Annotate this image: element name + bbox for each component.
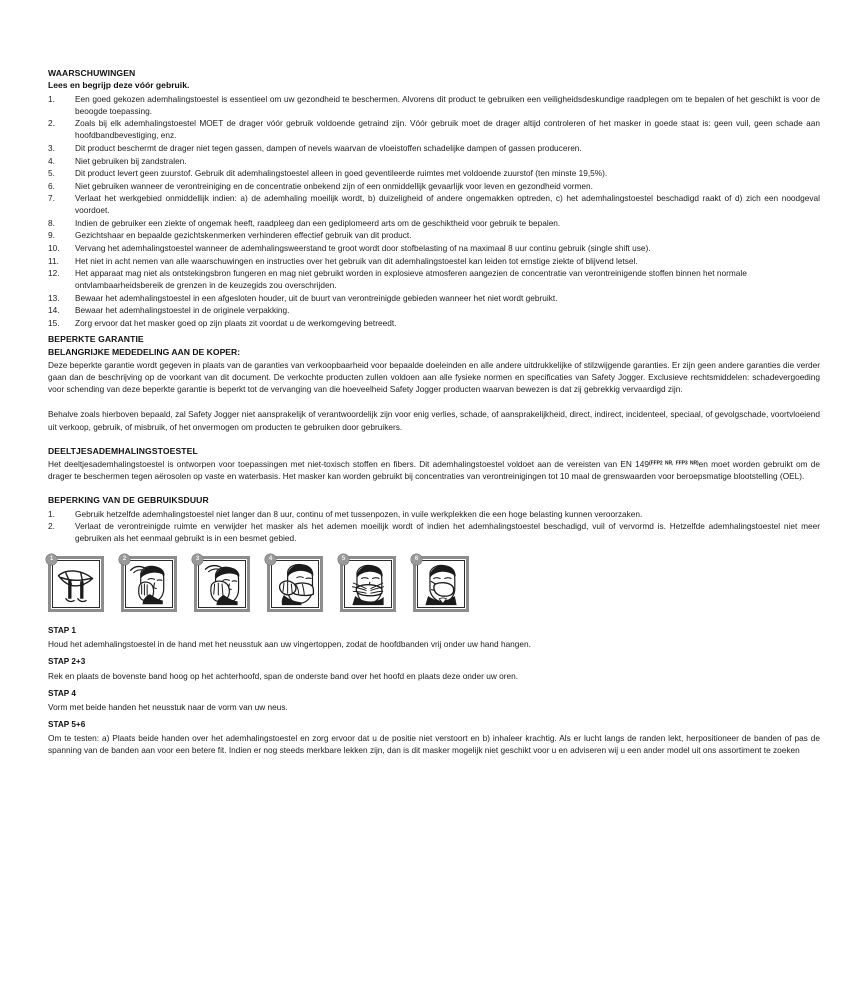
panel-number-badge: 2 [119, 554, 130, 565]
step-text: Om te testen: a) Plaats beide handen over het ademhalingstoestel en zorg ervoor dat u de positie niet verstoort en b) inhaleer krachtig. Als er lucht langs de randen lekt, herpositioneer de banden of pas de spanning van de banden aan voor een betere fit. Indien er nog steeds merkbare lekken zijn, dan is dit masker mogelijk niet geschikt voor u en adviseren wij u een ander model uit ons assortiment te zoeken [48, 733, 820, 756]
list-item [48, 508, 820, 520]
panel-number-badge: 6 [411, 554, 422, 565]
list-item-number: 13. [48, 292, 60, 303]
list-item-number: 10. [48, 242, 60, 253]
warranty-section [48, 334, 820, 432]
illustration-panel-6 [413, 556, 469, 612]
list-item-text: Bewaar het ademhalingstoestel in een afgesloten houder, uit de buurt van verontreinigde gebieden wanneer het niet wordt gebruikt. [75, 292, 558, 303]
warnings-list [48, 93, 820, 329]
list-item-text: Niet gebruiken bij zandstralen. [75, 155, 187, 166]
list-item [48, 229, 820, 241]
step-text: Vorm met beide handen het neusstuk naar de vorm van uw neus. [48, 701, 288, 712]
warranty-paragraph-1: Deze beperkte garantie wordt gegeven in plaats van de garanties van verkoopbaarheid voor bepaalde doeleinden en alle andere uitdrukkelijke of stilzwijgende garanties. Er zijn geen andere garanties die verder gaan dan de beschrijving op de voorkant van dit document. De verkochte producten zullen voldoen aan alle fysieke normen en specificaties van Safety Jogger. Exclusieve rechtsmiddelen: schadevergoeding voor schending van deze beperkte garantie is beperkt tot de vervanging van die hoeveelheid Safety Jogger producten waarvan bewezen is dat zij gebrekkig vervaardigd zijn. [48, 360, 820, 395]
list-item [48, 242, 820, 254]
usage-limits-section [48, 495, 820, 544]
fit-check-icon [344, 560, 392, 608]
step-heading: STAP 2+3 [48, 657, 86, 667]
warnings-section [48, 68, 820, 329]
list-item-number: 6. [48, 180, 55, 191]
particle-respirator-heading: DEELTJESADEMHALINGSTOESTEL [48, 445, 198, 456]
step-block [48, 689, 820, 713]
illustration-panel-4 [267, 556, 323, 612]
list-item [48, 317, 820, 329]
usage-limits-heading: BEPERKING VAN DE GEBRUIKSDUUR [48, 495, 209, 506]
list-item-text: Verlaat het werkgebied onmiddellijk indien: a) de ademhaling moeilijk wordt, b) duizeligheid of andere ongemakken optreden, c) het ademhalingstoestel beschadigd raakt of d) zich een noodgeval voordoet. [75, 193, 820, 216]
warnings-subheading: Lees en begrijp deze vóór gebruik. [48, 80, 190, 91]
warranty-paragraph-2: Behalve zoals hierboven bepaald, zal Safety Jogger niet aansprakelijk of verantwoordelijk zijn voor enig verlies, schade, of aansprakelijkheid, direct, indirect, incidenteel, speciaal, of gevolgschade, voortvloeiend uit verkoop, gebruik, of misbruik, of het onvermogen om producten te gebruiken door gebruikers. [48, 409, 820, 432]
usage-limits-list [48, 508, 820, 545]
list-item-number: 1. [48, 93, 55, 104]
panel-number-badge: 4 [265, 554, 276, 565]
list-item [48, 142, 820, 154]
particle-respirator-section [48, 446, 820, 483]
list-item-text: Indien de gebruiker een ziekte of ongemak heeft, raadpleeg dan een gediplomeerd arts om de geschiktheid voor gebruik te bepalen. [75, 217, 561, 228]
list-item-text: Bewaar het ademhalingstoestel in de originele verpakking. [75, 305, 290, 316]
panel-number-badge: 5 [338, 554, 349, 565]
list-item-number: 2. [48, 521, 55, 532]
step-heading: STAP 4 [48, 688, 76, 698]
illustration-panel-5 [340, 556, 396, 612]
warranty-subheading: BELANGRIJKE MEDEDELING AAN DE KOPER: [48, 346, 241, 357]
panel-number-badge: 1 [46, 554, 57, 565]
list-item-number: 8. [48, 217, 55, 228]
particle-respirator-text-after: en moet worden gebruikt om de drager te beschermen tegen aërosolen op vaste en waterbasis. Het masker kan worden gebruikt bij concentraties van verontreinigingen tot 10 maal de grenswaarden voor beroepsmatige blootstelling (OEL). [48, 458, 820, 482]
step-heading: STAP 1 [48, 626, 76, 636]
list-item-number: 5. [48, 168, 55, 179]
standard-superscript: (FFP2 NR, FFP3 NR) [648, 460, 699, 467]
list-item-text: Het niet in acht nemen van alle waarschuwingen en instructies over het gebruik van dit ademhalingstoestel kan leiden tot ernstige ziekte of blijvend letsel. [75, 255, 638, 266]
list-item-number: 7. [48, 193, 55, 204]
step-text: Rek en plaats de bovenste band hoog op het achterhoofd, span de onderste band over het hoofd en plaats deze onder uw oren. [48, 670, 519, 681]
list-item-text: Verlaat de verontreinigde ruimte en verwijder het masker als het ademen moeilijk wordt of indien het ademhalingstoestel beschadigd, vuil of vervormd is. Hetzelfde ademhalingstoestel niet meer gebruiken als het eenmaal gebruikt is in een besmet gebied. [75, 521, 820, 544]
illustration-strip [48, 556, 820, 612]
list-item-number: 9. [48, 230, 55, 241]
list-item-text: Dit product levert geen zuurstof. Gebruik dit ademhalingstoestel alleen in goed geventileerde ruimtes met voldoende zuurstof (ten minste 19,5%). [75, 168, 608, 179]
list-item [48, 520, 820, 544]
list-item-text: Vervang het ademhalingstoestel wanneer de ademhalingsweerstand te groot wordt door stofbelasting of na maximaal 8 uur continu gebruik (single shift use). [75, 242, 651, 253]
list-item-text: Een goed gekozen ademhalingstoestel is essentieel om uw gezondheid te beschermen. Alvorens dit product te gebruiken een veiligheidsdeskundige raadplegen om te bepalen of het geschikt is voor de beoogde toepassing. [75, 93, 820, 116]
list-item-text: Gezichtshaar en bepaalde gezichtskenmerken verhinderen effectief gebruik van dit product. [75, 230, 412, 241]
list-item [48, 292, 820, 304]
particle-respirator-text-before: Het deeltjesademhalingstoestel is ontworpen voor toepassingen met niet-toxisch stoffen en fibers. Dit ademhalingstoestel voldoet aan de vereisten van EN 149 [48, 458, 649, 469]
list-item-number: 12. [48, 268, 60, 279]
list-item-text: Dit product beschermt de drager niet tegen gassen, dampen of nevels waarvan de vloeistoffen schadelijke dampen of gassen produceren. [75, 142, 582, 153]
illustration-panel-2 [121, 556, 177, 612]
list-item-number: 3. [48, 142, 55, 153]
steps-section [48, 626, 820, 756]
list-item [48, 255, 820, 267]
step-text: Houd het ademhalingstoestel in de hand met het neusstuk aan uw vingertoppen, zodat de hoofdbanden vrij onder uw hand hangen. [48, 639, 531, 650]
list-item-number: 11. [48, 255, 59, 266]
illustration-panel-3 [194, 556, 250, 612]
mask-fitted-icon [417, 560, 465, 608]
list-item [48, 217, 820, 229]
particle-respirator-paragraph [48, 458, 820, 482]
list-item [48, 304, 820, 316]
document-content [48, 68, 820, 757]
illustration-panel-1 [48, 556, 104, 612]
list-item-number: 1. [48, 508, 55, 519]
step-block [48, 626, 820, 650]
mask-in-hand-icon [52, 560, 100, 608]
list-item [48, 117, 820, 141]
list-item-number: 4. [48, 155, 55, 166]
list-item-number: 15. [48, 317, 60, 328]
list-item-text: Het apparaat mag niet als ontstekingsbron fungeren en mag niet gebruikt worden in explosieve atmosferen aangezien de concentratie van verontreinigende stoffen binnen het normale ontvlambaarheidsbereik de grenzen in de keuzegids zou overschrijden. [75, 268, 747, 291]
panel-number-badge: 3 [192, 554, 203, 565]
list-item [48, 180, 820, 192]
list-item-number: 14. [48, 305, 60, 316]
step-block [48, 720, 820, 756]
shape-noseclip-icon [271, 560, 319, 608]
list-item [48, 167, 820, 179]
step-block [48, 657, 820, 681]
warnings-heading: WAARSCHUWINGEN [48, 68, 136, 78]
warranty-heading: BEPERKTE GARANTIE [48, 334, 144, 345]
step-heading: STAP 5+6 [48, 720, 86, 729]
list-item-text: Zorg ervoor dat het masker goed op zijn plaats zit voordat u de werkomgeving betreedt. [75, 317, 397, 328]
list-item [48, 155, 820, 167]
list-item [48, 192, 820, 216]
list-item-text: Zoals bij elk ademhalingstoestel MOET de drager vóór gebruik voldoende getraind zijn. Vóór gebruik moet de drager altijd controleren of het masker in goede staat is: geen vuil, geen schade aan hoofdbandbevestiging, enz. [75, 118, 820, 141]
list-item-text: Niet gebruiken wanneer de verontreiniging en de concentratie onbekend zijn of een onmiddellijk gevaarlijk voor leven en gezondheid vormen. [75, 180, 593, 191]
list-item [48, 93, 820, 117]
list-item-number: 2. [48, 118, 55, 129]
straps-over-head-icon [125, 560, 173, 608]
list-item-text: Gebruik hetzelfde ademhalingstoestel niet langer dan 8 uur, continu of met tussenpozen, in vuile werkplekken die een hoge belasting kunnen veroorzaken. [75, 508, 643, 519]
lower-strap-icon [198, 560, 246, 608]
list-item [48, 267, 820, 291]
